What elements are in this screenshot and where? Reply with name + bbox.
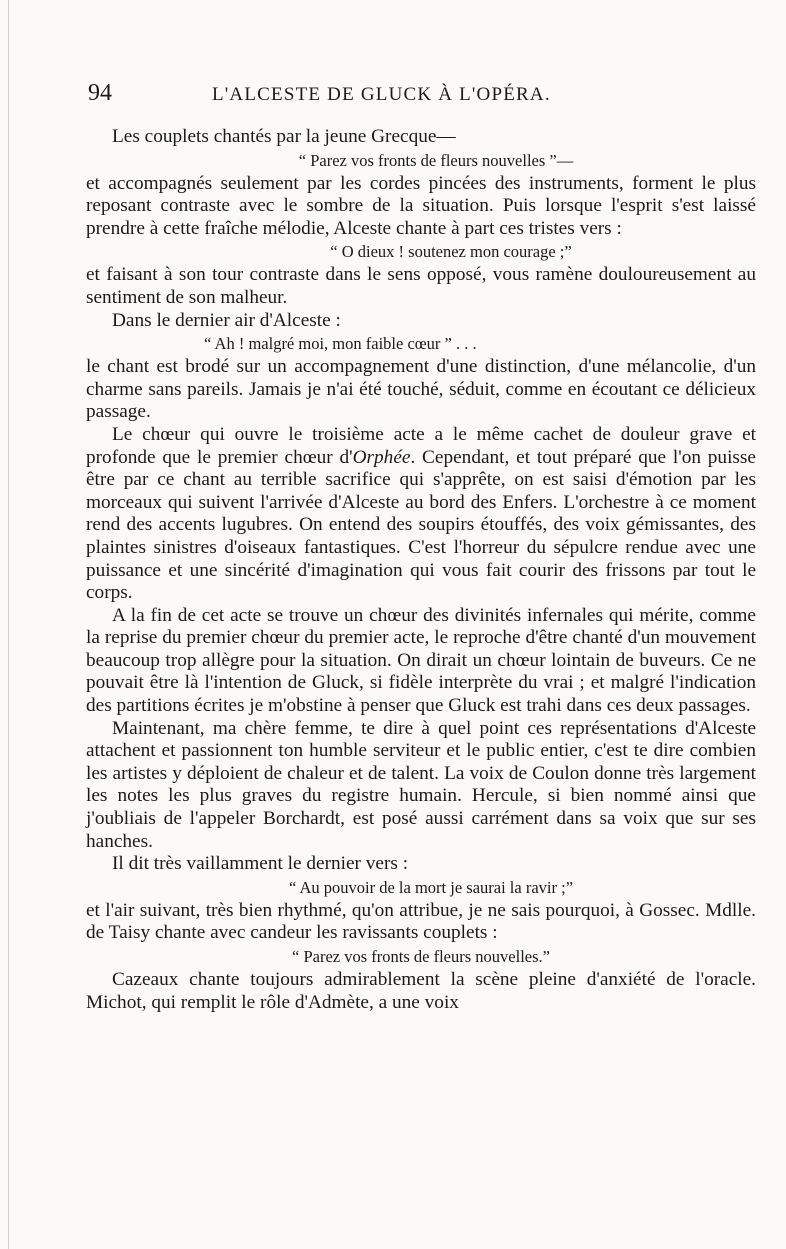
verse-quote-1: “ Parez vos fronts de fleurs nouvelles ”—: [298, 150, 574, 170]
paragraph-8: Maintenant, ma chère femme, te dire à quel point ces représentations d'Alceste attachent et passionnent ton humble serviteur et le public entier, c'est te dire combien les artistes y déploient de chaleur et de talent. La voix de Coulon donne très largement les notes les plus graves du registre humain. Hercule, si bien nommé ainsi que j'oubliais de l'appeler Borchardt, est posé aussi carrément dans sa voix que sur ses hanches.: [86, 717, 756, 852]
paragraph-11: Cazeaux chante toujours admirablement la scène pleine d'anxiété de l'oracle. Michot, qui remplit le rôle d'Admète, a une voix: [86, 969, 756, 1013]
verse-quote-5: “ Parez vos fronts de fleurs nouvelles.”: [292, 947, 550, 966]
paragraph-6-text-b: . Cependant, et tout préparé que l'on puisse être par ce chant au terrible sacrifice qui s'apprête, on est saisi d'émotion par les morceaux qui suivent l'arrivée d'Alceste au bord des Enfers. L'orchestre à ce moment rend des accents lugubres. On entend des soupirs étouffés, des voix gémissantes, des plaintes sinistres d'oiseaux fantastiques. C'est l'horreur du sépulcre rendue avec une puissance et une sincérité d'imagination qui vous fait courir des frissons par tout le corps.: [86, 446, 756, 604]
paragraph-7: A la fin de cet acte se trouve un chœur des divinités infernales qui mérite, comme la reprise du premier chœur du premier acte, le reproche d'être chanté d'un mouvement beaucoup trop allègre pour la situation. On dirait un chœur lointain de buveurs. Ce ne pouvait être là l'intention de Gluck, si fidèle interprète du vrai ; et malgré l'indication des partitions écrites je m'obstine à penser que Gluck est trahi dans ces deux passages.: [86, 604, 756, 717]
page-body: [86, 126, 756, 1014]
page-number: 94: [88, 80, 112, 106]
paragraph-4: Dans le dernier air d'Alceste :: [112, 309, 341, 331]
work-title-orphee: Orphée: [352, 446, 411, 468]
paragraph-3: et faisant à son tour contraste dans le sens opposé, vous ramène douloureusement au sentiment de son malheur.: [86, 264, 756, 308]
paragraph-6-text-a: Le chœur qui ouvre le troisième acte a le même cachet de douleur grave et profonde que le premier chœur d': [86, 423, 756, 468]
paragraph-9: Il dit très vaillamment le dernier vers :: [112, 853, 409, 875]
verse-quote-2: “ O dieux ! soutenez mon courage ;”: [330, 242, 572, 262]
paragraph-10: et l'air suivant, très bien rhythmé, qu'on attribue, je ne sais pourquoi, à Gossec. Mdlle. de Taisy chante avec candeur les ravissants couplets :: [86, 899, 756, 944]
page-edge-rule: [8, 0, 9, 1249]
paragraph-2: et accompagnés seulement par les cordes pincées des instruments, forment le plus reposant contraste avec le sombre de la situation. Puis lorsque l'esprit s'est laissé prendre à cette fraîche mélodie, Alceste chante à part ces tristes vers :: [86, 172, 756, 239]
verse-quote-4: “ Au pouvoir de la mort je saurai la ravir ;”: [288, 877, 574, 897]
paragraph-6: [86, 424, 756, 605]
running-title: L'ALCESTE DE GLUCK À L'OPÉRA.: [212, 84, 551, 105]
paragraph-5: le chant est brodé sur un accompagnement d'une distinction, d'une mélancolie, d'un charme sans pareils. Jamais je n'ai été touché, séduit, comme en écoutant ce délicieux passage.: [86, 356, 756, 423]
page-header: [88, 80, 748, 114]
paragraph-1: Les couplets chantés par la jeune Grecque—: [112, 126, 456, 147]
verse-quote-3: “ Ah ! malgré moi, mon faible cœur ” . . .: [204, 334, 477, 354]
